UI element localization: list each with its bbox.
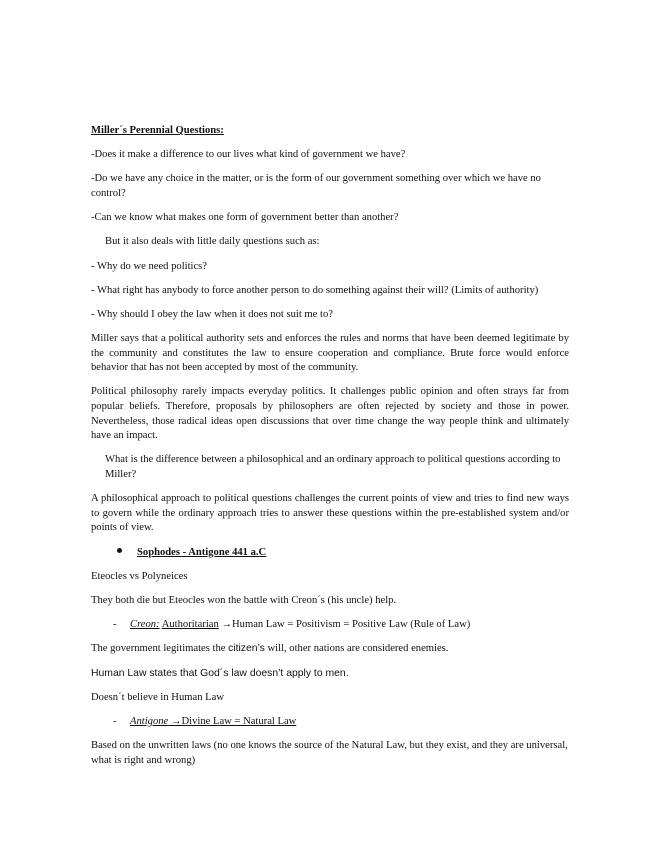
question-1: -Does it make a difference to our lives what kind of government we have? xyxy=(91,149,406,161)
difference-question: What is the difference between a philosophical and an ordinary approach to political questions according to Miller? xyxy=(105,454,561,481)
daily-question-1: - Why do we need politics? xyxy=(91,260,208,272)
creon-line xyxy=(130,618,470,633)
bullet-heading: Sophodes - Antigone 441 a.C xyxy=(137,546,267,558)
government-line xyxy=(91,642,569,657)
antigone-law-text: Divine Law = Natural Law xyxy=(181,715,297,727)
antigone-name: Antigone xyxy=(130,715,169,727)
unwritten-laws-line: Based on the unwritten laws (no one knows the source of the Natural Law, but they exist, and they are universal, what is right and wrong) xyxy=(91,740,568,766)
creon-law-text: Human Law = Positivism = Positive Law (Rule of Law) xyxy=(232,619,471,631)
bullet-dot-icon xyxy=(117,548,122,553)
both-die-line: They both die but Eteocles won the battle with Creon´s (his uncle) help. xyxy=(91,594,397,606)
dash-marker: - xyxy=(113,715,117,727)
difference-answer: A philosophical approach to political questions challenges the current points of view and tries to find new ways to govern while the ordinary approach tries to answer these questions within the pre-established system and/or points of view. xyxy=(91,493,569,534)
antigone-line xyxy=(130,715,296,730)
question-3: -Can we know what makes one form of government better than another? xyxy=(91,212,399,224)
government-text-post: will, other nations are considered enemies. xyxy=(264,643,449,655)
paragraph-authority: Miller says that a political authority sets and enforces the rules and norms that have been deemed legitimate by the community and constitutes the law to ensure cooperation and compliance. Brute force would enforce behavior that has not been accepted by most of the community. xyxy=(91,333,569,374)
daily-questions-intro: But it also deals with little daily questions such as: xyxy=(105,236,320,248)
doesnt-believe-line: Doesn´t believe in Human Law xyxy=(91,691,224,703)
bullet-item-antigone xyxy=(91,546,569,561)
dash-marker: - xyxy=(113,619,117,631)
creon-label: Authoritarian xyxy=(161,619,219,631)
human-law-line: Human Law states that God´s law doesn’t apply to men. xyxy=(91,667,349,679)
daily-question-2: - What right has anybody to force another person to do something against their will? (Limits of authority) xyxy=(91,284,539,296)
paragraph-political-philosophy: Political philosophy rarely impacts everyday politics. It challenges public opinion and often strays far from popular beliefs. Therefore, proposals by philosophers are often rejected by society and those in power. Nevertheless, those radical ideas open discussions that over time change the way people think and ultimately have an impact. xyxy=(91,386,569,442)
daily-question-3: - Why should I obey the law when it does not suit me to? xyxy=(91,308,333,320)
eteocles-line: Eteocles vs Polyneices xyxy=(91,570,188,582)
section-heading: Miller´s Perennial Questions: xyxy=(91,125,224,136)
question-2: -Do we have any choice in the matter, or is the form of our government something over which we have no control? xyxy=(91,173,541,199)
government-citizen: citizen’s xyxy=(228,643,265,655)
dash-item-antigone xyxy=(91,715,569,730)
document-page xyxy=(91,124,569,778)
dash-item-creon xyxy=(91,618,569,633)
government-text-pre: The government legitimates the xyxy=(91,643,229,655)
creon-name: Creon: xyxy=(130,619,160,631)
arrow-right-icon: → xyxy=(170,715,182,727)
arrow-right-icon: → xyxy=(221,619,233,631)
